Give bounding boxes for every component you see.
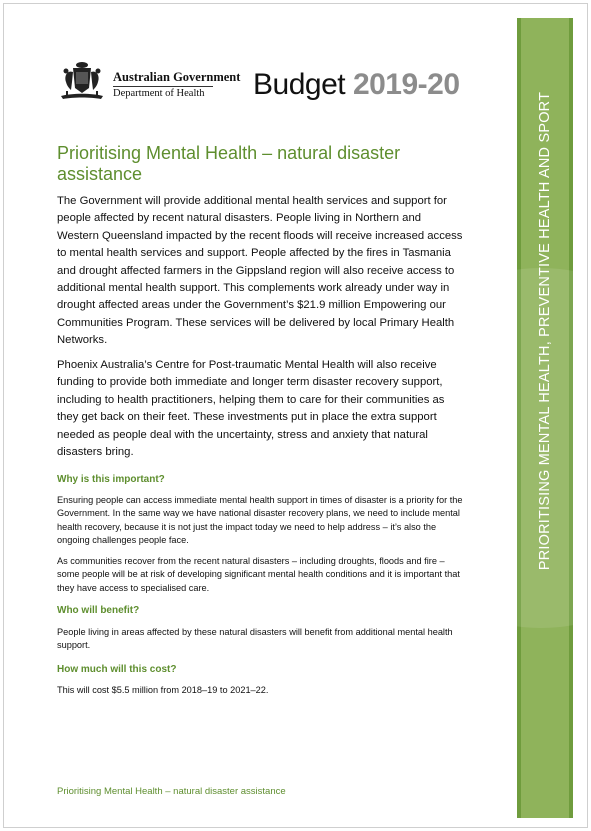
section-heading: Who will benefit? [57, 605, 140, 616]
section-paragraph: As communities recover from the recent natural disasters – including droughts, floods and fire – some people will be at risk of developing significant mental health conditions and it is important that they have access to specialised care. [57, 556, 460, 593]
section-who-benefits [57, 605, 465, 616]
who-paragraph [57, 626, 465, 653]
document-title: Prioritising Mental Health – natural disaster assistance [57, 143, 401, 184]
intro-paragraph-1 [57, 193, 465, 350]
why-paragraph-2 [57, 555, 465, 595]
budget-word: Budget [253, 68, 346, 101]
side-band-text: PRIORITISING MENTAL HEALTH, PREVENTIVE HEALTH AND SPORT [537, 91, 553, 571]
footer-text: Prioritising Mental Health – natural disaster assistance [57, 786, 286, 797]
government-logo [57, 60, 241, 102]
budget-title [253, 68, 460, 102]
body-paragraph: Phoenix Australia’s Centre for Post-traumatic Mental Health will also receive funding to provide both immediate and longer term disaster recovery support, including to health practitioners, helping them to care for their communities as they get back on their feet. These investments put in place the extra support needed as people deal with the uncertainty, stress and anxiety that natural disasters bring. [57, 359, 445, 459]
why-paragraph-1 [57, 494, 465, 547]
logo-divider [113, 86, 213, 87]
budget-year: 2019-20 [352, 68, 460, 101]
cost-paragraph [57, 684, 465, 697]
section-paragraph: Ensuring people can access immediate mental health support in times of disaster is a priority for the Government. In the same way we have national disaster recovery plans, we need to include mental health recovery, because it is not just the impact today we need to help address – it’s also the ongoing challenges people face. [57, 495, 463, 545]
side-band-text-box [517, 18, 573, 818]
section-cost [57, 664, 465, 675]
body-paragraph: The Government will provide additional mental health services and support for people affected by recent natural disasters. People living in Northern and Western Queensland impacted by the recent floods will receive increased access to mental health services and support. People affected by the fires in Tasmania and drought affected farmers in the Gippsland region will also receive access to additional mental health support. This complements work already under way in drought affected areas under the Government’s $21.9 million Empowering our Communities Program. These services will be delivered by local Primary Health Networks. [57, 195, 463, 347]
section-why-important [57, 474, 465, 485]
section-paragraph: This will cost $5.5 million from 2018–19 to 2021–22. [57, 685, 269, 695]
department-name: Department of Health [113, 88, 205, 99]
intro-paragraph-2 [57, 357, 465, 461]
coat-of-arms-icon [57, 60, 107, 102]
section-heading: Why is this important? [57, 474, 165, 485]
government-name: Australian Government [113, 70, 241, 84]
section-heading: How much will this cost? [57, 664, 177, 675]
section-paragraph: People living in areas affected by these natural disasters will benefit from additional mental health support. [57, 627, 453, 651]
